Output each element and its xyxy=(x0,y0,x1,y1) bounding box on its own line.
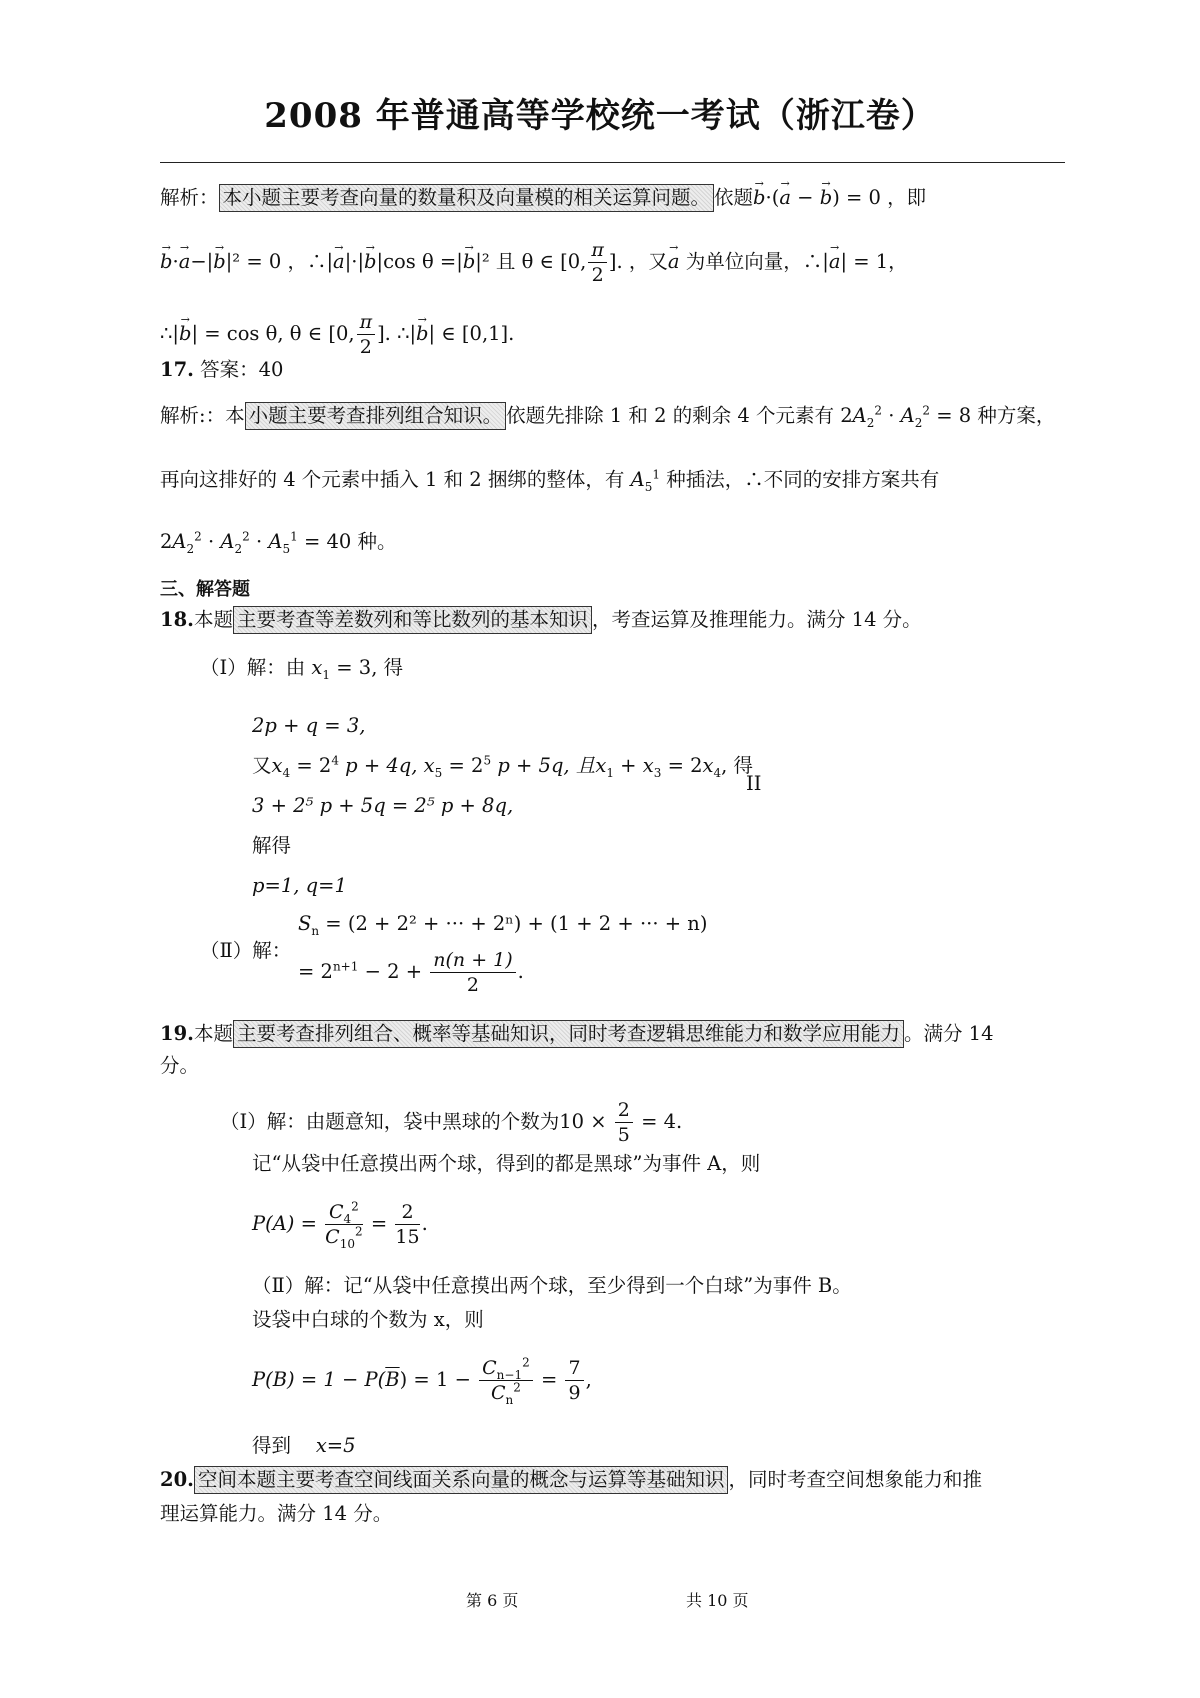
q20-highlight: 空间本题主要考查空间线面关系向量的概念与运算等基础知识 xyxy=(194,1466,729,1494)
q19-part1: （Ⅰ）解：由题意知，袋中黑球的个数为10 × $\frac{2}{5}$ = 4. xyxy=(220,1099,683,1146)
q19-highlight: 主要考查排列组合、概率等基础知识，同时考查逻辑思维能力和数学应用能力 xyxy=(233,1020,904,1048)
q17-line3: $2A_2^2 \cdot A_2^2 \cdot A_5^1 = 40$ 种。 xyxy=(160,529,397,556)
q18-sum-line1: $S_n = (2 + 2^2$ + ··· + 2ⁿ) + (1 + 2 + ··· + n) xyxy=(298,912,708,938)
q19-prob-a: P(A) = $\frac{C_4^2}{C_{10}^2}$ = $\frac{2}{15}$ . xyxy=(252,1199,428,1251)
q20-intro: 20. 空间本题主要考查空间线面关系向量的概念与运算等基础知识 ，同时考查空间想象能力和推 xyxy=(160,1466,982,1494)
section-heading: 三、解答题 xyxy=(160,579,250,600)
q16-label: 解析： xyxy=(160,186,219,209)
page-number: 第 6 页 xyxy=(466,1591,519,1610)
page-title: 2008 年普通高等学校统一考试（浙江卷） xyxy=(264,96,936,136)
q17-highlight: 小题主要考查排列组合知识。 xyxy=(245,402,507,430)
q18-result: p=1, q=1 xyxy=(252,874,347,897)
q18-intro: 18.本题 主要考查等差数列和等比数列的基本知识 ，考查运算及推理能力。满分 14 分。 xyxy=(160,606,922,634)
q16-line2: → b·→ a−|→ b|² = 0 ，∴|→ a|·|→ b|cos θ =|→ b|² 且 θ ∈ [0, $\frac{\pi}{2}$ ]. ，又→ a 为单位向量，∴|→ a| = 1， xyxy=(160,238,908,287)
fraction-pi-over-2: $\frac{\pi}{2}$ xyxy=(588,238,607,287)
q19-intro: 19.本题 主要考查排列组合、概率等基础知识，同时考查逻辑思维能力和数学应用能力 。满分 14 xyxy=(160,1020,993,1048)
q19-prob-b: $P(B) = 1 - P(\overline{B}) = 1$ − $\frac{C_{n-1}^2}{C_n^2}$ = $\frac{7}{9}$ , xyxy=(252,1355,592,1407)
q18-eq3: 3 + 2⁵ p + 5q = 2⁵ p + 8q, xyxy=(252,794,514,817)
q19-intro-cont: 分。 xyxy=(160,1054,200,1077)
q18-highlight: 主要考查等差数列和等比数列的基本知识 xyxy=(233,606,592,634)
header-divider xyxy=(160,162,1065,163)
q18-solve-label: 解得 xyxy=(252,834,292,857)
q16-line1: 解析： 本小题主要考查向量的数量积及向量模的相关运算问题。 依题→ b·(→ a − → b) = 0 ，即 xyxy=(160,184,926,212)
margin-marker: II xyxy=(746,772,762,795)
q16-line3: ∴|→ b| = cos θ, θ ∈ [0, $\frac{\pi}{2}$ ]. ∴|→ b| ∈ [0,1]. xyxy=(160,310,514,359)
q16-highlight: 本小题主要考查向量的数量积及向量模的相关运算问题。 xyxy=(219,184,715,212)
q18-part2: （Ⅱ）解： xyxy=(200,939,292,962)
q17-line1: 解析:：本 小题主要考查排列组合知识。 依题先排除 1 和 2 的剩余 4 个元素有 $2A_2^2 \cdot A_2^2 = 8$ 种方案， xyxy=(160,403,1056,430)
q18-eq1: 2p + q = 3, xyxy=(252,714,366,737)
q19-result: 得到 x=5 xyxy=(252,1434,356,1457)
q17-line2: 再向这排好的 4 个元素中插入 1 和 2 捆绑的整体，有 $A_5^1$ 种插法，∴不同的安排方案共有 xyxy=(160,467,940,494)
q17-answer: 17. 答案：40 xyxy=(160,358,284,381)
q18-eq2: 又$x_4 = 2^4$ p + 4q, $x_5 = 2^5$ p + 5q, 且$x_1 + x_3 = 2x_4$, 得 xyxy=(252,753,754,780)
q19-part2: （Ⅱ）解：记“从袋中任意摸出两个球，至少得到一个白球”为事件 B。 xyxy=(252,1274,852,1297)
q18-sum-line2: = $2^{n+1} - 2$ + $\frac{n(n + 1)}{2}$ . xyxy=(298,949,524,996)
page-total: 共 10 页 xyxy=(686,1591,749,1610)
q18-part1: （Ⅰ）解：由 $x_1 = 3$, 得 xyxy=(200,656,404,682)
q19-event-a: 记“从袋中任意摸出两个球，得到的都是黑球”为事件 A，则 xyxy=(252,1152,761,1175)
vector-b: → b xyxy=(753,184,765,212)
q20-intro-cont: 理运算能力。满分 14 分。 xyxy=(160,1502,393,1525)
q19-let-x: 设袋中白球的个数为 x，则 xyxy=(252,1308,484,1331)
